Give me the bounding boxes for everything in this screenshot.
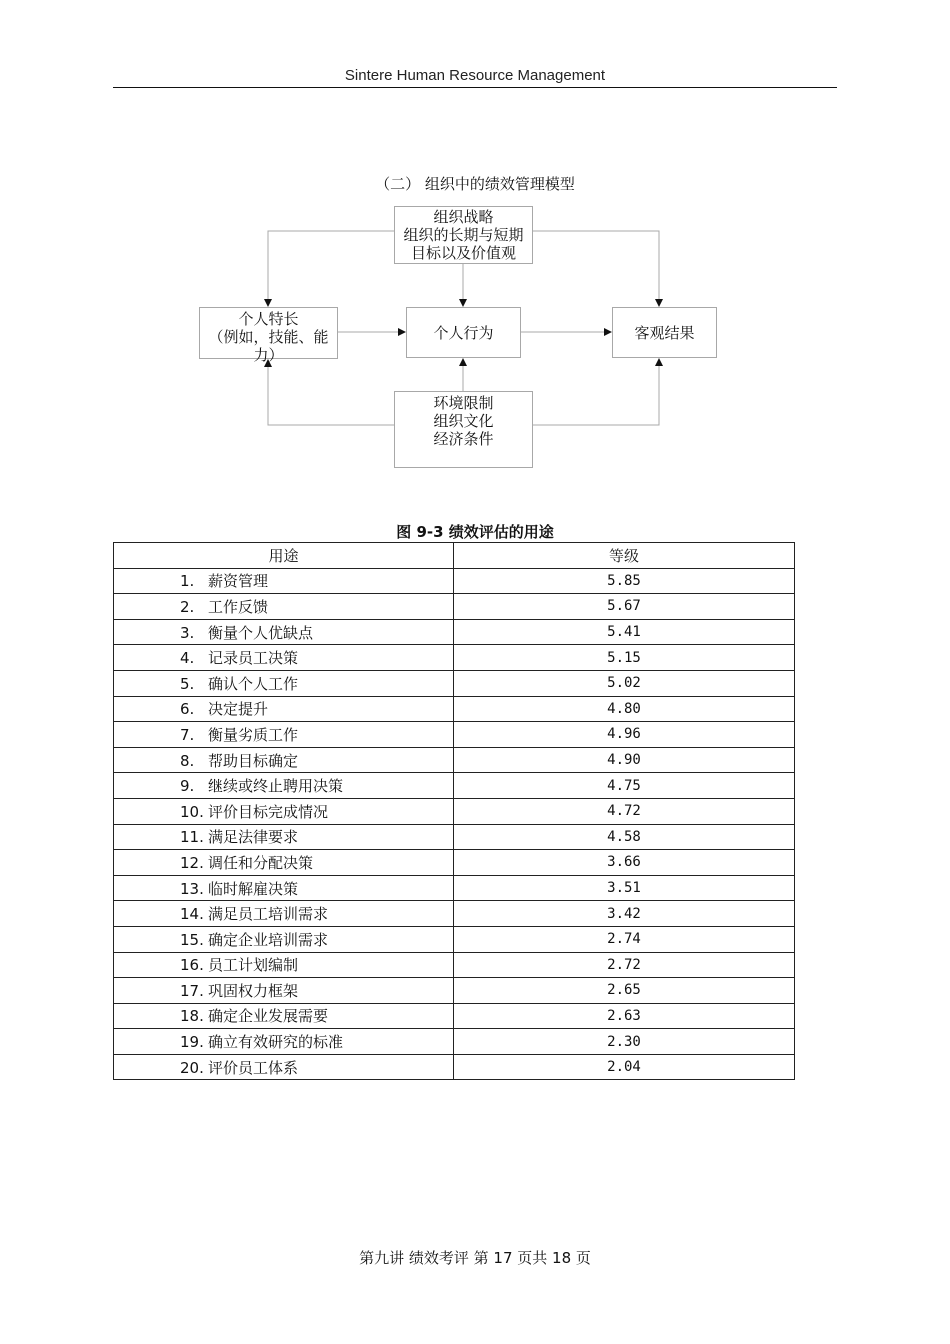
grade-cell: 5.67 <box>454 594 795 620</box>
use-cell <box>114 901 454 927</box>
strategy-line: 组织的长期与短期 <box>403 226 524 244</box>
use-text: 衡量个人优缺点 <box>208 623 314 642</box>
use-number: 1. <box>180 572 195 591</box>
use-text: 衡量劣质工作 <box>208 725 299 744</box>
talent-line: （例如，技能、能 <box>208 328 329 346</box>
column-header-use: 用途 <box>114 543 454 569</box>
use-number: 18. <box>180 1007 204 1026</box>
use-number: 3. <box>180 623 195 642</box>
use-text: 临时解雇决策 <box>208 879 299 898</box>
use-cell <box>114 978 454 1004</box>
grade-cell: 4.96 <box>454 722 795 748</box>
running-header: Sintere Human Resource Management <box>344 67 606 84</box>
table-row <box>114 619 795 645</box>
table-row <box>114 1003 795 1029</box>
use-text: 满足法律要求 <box>208 828 299 847</box>
table-row <box>114 926 795 952</box>
use-text: 巩固权力框架 <box>208 981 299 1000</box>
table-row <box>114 875 795 901</box>
grade-cell: 2.04 <box>454 1054 795 1080</box>
use-number: 13. <box>180 879 204 898</box>
grade-cell: 2.30 <box>454 1029 795 1055</box>
grade-cell: 3.42 <box>454 901 795 927</box>
use-number: 5. <box>180 674 195 693</box>
table-row <box>114 722 795 748</box>
use-cell <box>114 952 454 978</box>
use-number: 9. <box>180 777 195 796</box>
grade-cell: 4.80 <box>454 696 795 722</box>
use-cell <box>114 824 454 850</box>
column-header-grade: 等级 <box>454 543 795 569</box>
personal-behavior-box <box>406 307 521 358</box>
grade-cell: 4.58 <box>454 824 795 850</box>
strategy-box <box>394 206 533 264</box>
section-heading: （二） 组织中的绩效管理模型 <box>375 175 575 193</box>
grade-cell: 5.41 <box>454 619 795 645</box>
grade-cell: 2.72 <box>454 952 795 978</box>
use-cell <box>114 619 454 645</box>
table-header-row <box>114 543 795 569</box>
figure-caption: 图 9-3 绩效评估的用途 <box>396 523 554 541</box>
environment-line: 组织文化 <box>433 412 494 430</box>
table-row <box>114 850 795 876</box>
performance-model-diagram <box>0 0 950 520</box>
objective-result-box <box>612 307 717 358</box>
use-cell <box>114 798 454 824</box>
use-text: 满足员工培训需求 <box>208 905 329 924</box>
table-row <box>114 747 795 773</box>
use-text: 继续或终止聘用决策 <box>208 777 344 796</box>
use-text: 记录员工决策 <box>208 649 299 668</box>
use-number: 8. <box>180 751 195 770</box>
use-cell <box>114 875 454 901</box>
page-footer: 第九讲 绩效考评 第 17 页共 18 页 <box>359 1249 591 1267</box>
table-row <box>114 594 795 620</box>
environment-line: 环境限制 <box>433 394 494 412</box>
grade-cell: 5.85 <box>454 568 795 594</box>
use-number: 16. <box>180 956 204 975</box>
grade-cell: 5.15 <box>454 645 795 671</box>
use-text: 员工计划编制 <box>208 956 299 975</box>
use-text: 薪资管理 <box>208 572 269 591</box>
table-row <box>114 1029 795 1055</box>
use-cell <box>114 696 454 722</box>
grade-cell: 2.65 <box>454 978 795 1004</box>
use-cell <box>114 850 454 876</box>
grade-cell: 4.90 <box>454 747 795 773</box>
table-row <box>114 978 795 1004</box>
use-text: 确立有效研究的标准 <box>208 1033 344 1052</box>
behavior-label: 个人行为 <box>433 323 494 342</box>
use-text: 帮助目标确定 <box>208 751 299 770</box>
use-cell <box>114 773 454 799</box>
use-cell <box>114 568 454 594</box>
grade-cell: 3.66 <box>454 850 795 876</box>
grade-cell: 2.63 <box>454 1003 795 1029</box>
strategy-line: 组织战略 <box>433 208 494 226</box>
use-cell <box>114 722 454 748</box>
strategy-to-result-arrow <box>533 231 659 306</box>
use-number: 7. <box>180 725 195 744</box>
grade-cell: 3.51 <box>454 875 795 901</box>
table-row <box>114 773 795 799</box>
use-number: 2. <box>180 597 195 616</box>
table-row <box>114 798 795 824</box>
environment-line: 经济条件 <box>433 430 494 448</box>
use-cell <box>114 594 454 620</box>
table-row <box>114 824 795 850</box>
table-row <box>114 645 795 671</box>
environment-constraints-box <box>394 391 533 468</box>
use-cell <box>114 1029 454 1055</box>
environment-to-result-arrow <box>533 359 659 425</box>
appraisal-uses-table <box>113 542 795 1080</box>
table-row <box>114 1054 795 1080</box>
result-label: 客观结果 <box>634 323 695 342</box>
grade-cell: 5.02 <box>454 670 795 696</box>
grade-cell: 4.72 <box>454 798 795 824</box>
use-cell <box>114 670 454 696</box>
use-text: 决定提升 <box>208 700 269 719</box>
use-number: 15. <box>180 930 204 949</box>
use-text: 评价目标完成情况 <box>208 802 329 821</box>
use-number: 12. <box>180 853 204 872</box>
use-text: 调任和分配决策 <box>208 853 314 872</box>
talent-line: 力） <box>253 346 284 364</box>
use-number: 10. <box>180 802 204 821</box>
use-cell <box>114 747 454 773</box>
use-number: 11. <box>180 828 204 847</box>
use-number: 17. <box>180 981 204 1000</box>
table-row <box>114 568 795 594</box>
use-text: 确认个人工作 <box>208 674 299 693</box>
grade-cell: 4.75 <box>454 773 795 799</box>
table-row <box>114 696 795 722</box>
use-text: 确定企业发展需要 <box>208 1007 329 1026</box>
use-number: 20. <box>180 1058 204 1077</box>
table-row <box>114 670 795 696</box>
use-cell <box>114 645 454 671</box>
strategy-line: 目标以及价值观 <box>410 244 516 262</box>
grade-cell: 2.74 <box>454 926 795 952</box>
use-text: 确定企业培训需求 <box>208 930 329 949</box>
use-number: 6. <box>180 700 195 719</box>
personal-talent-box <box>199 307 338 364</box>
table-row <box>114 901 795 927</box>
talent-line: 个人特长 <box>238 310 299 328</box>
use-text: 工作反馈 <box>208 597 269 616</box>
table-row <box>114 952 795 978</box>
use-number: 19. <box>180 1033 204 1052</box>
environment-to-talent-arrow <box>268 360 394 425</box>
use-cell <box>114 1054 454 1080</box>
use-cell <box>114 1003 454 1029</box>
strategy-to-talent-arrow <box>268 231 394 306</box>
use-cell <box>114 926 454 952</box>
use-number: 14. <box>180 905 204 924</box>
use-number: 4. <box>180 649 195 668</box>
use-text: 评价员工体系 <box>208 1058 299 1077</box>
